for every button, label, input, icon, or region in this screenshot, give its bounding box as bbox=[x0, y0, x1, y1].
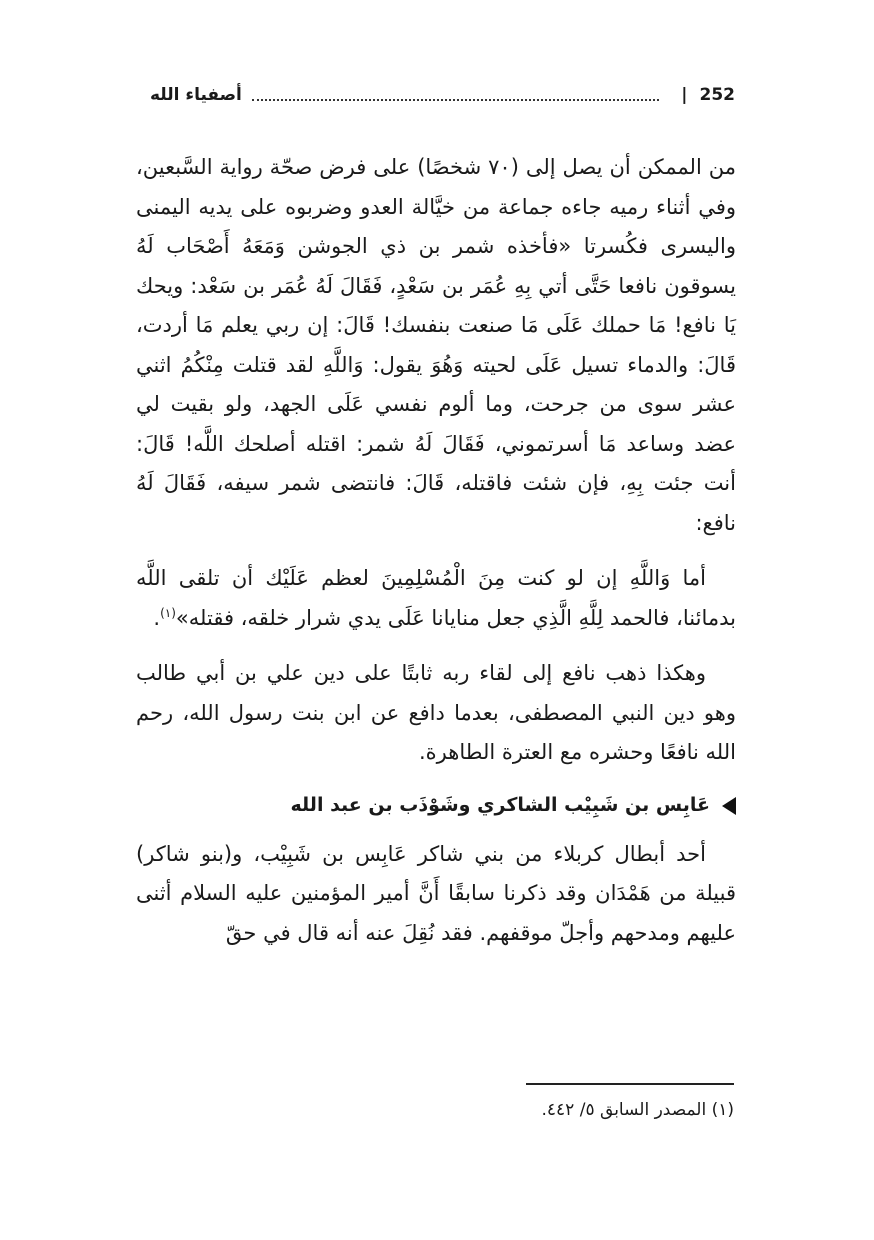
page-number: 252 bbox=[699, 85, 735, 105]
paragraph-3: وهكذا ذهب نافع إلى لقاء ربه ثابتًا على دين علي بن أبي طالب وهو دين النبي المصطفى، بعدما دافع عن ابن بنت رسول الله، رحم الله نافعًا وحشره مع العترة الطاهرة. bbox=[136, 661, 736, 764]
triangle-bullet-icon bbox=[722, 797, 736, 815]
footnote-reference: (١) bbox=[160, 605, 176, 620]
header-dot-leader bbox=[252, 99, 659, 101]
paragraph-2-text: أما وَاللَّهِ إن لو كنت مِنَ الْمُسْلِمِينَ لعظم عَلَيْك أن تلقى اللَّه بدمائنا، فالحمد لِلَّهِ الَّذِي جعل منايانا عَلَى يدي شرار خلقه، فقتله» bbox=[136, 566, 736, 630]
paragraph-2 bbox=[136, 559, 736, 638]
section-heading-text: عَابِس بن شَبِيْب الشاكري وشَوْذَب بن عبد الله bbox=[290, 793, 710, 816]
footnote: (١) المصدر السابق ٥/ ٤٤٢. bbox=[541, 1100, 734, 1120]
header-separator: | bbox=[681, 85, 688, 105]
book-title: أصفياء الله bbox=[150, 85, 242, 105]
footnote-divider bbox=[526, 1083, 734, 1085]
section-paragraph: أحد أبطال كربلاء من بني شاكر عَابِس بن شَبِيْب، و(بنو شاكر) قبيلة من هَمْدَان وقد ذكرنا سابقًا أَنَّ أمير المؤمنين عليه السلام أثنى عليهم ومدحهم وأجلّ موقفهم. فقد نُقِلَ عنه أنه قال في حقّ bbox=[136, 841, 736, 945]
section-heading bbox=[136, 789, 736, 823]
main-text bbox=[136, 148, 736, 969]
page-header bbox=[150, 78, 735, 112]
paragraph-1: من الممكن أن يصل إلى (٧٠ شخصًا) على فرض صحّة رواية السَّبعين، وفي أثناء رميه جاءه جماعة من خيَّالة العدو وضربوه على يديه اليمنى واليسرى فكُسرتا «فأخذه شمر بن ذي الجوشن وَمَعَهُ أَصْحَاب لَهُ يسوقون نافعا حَتَّى أتي بِهِ عُمَر بن سَعْدٍ، فَقَالَ لَهُ عُمَر بن سَعْد: ويحك يَا نافع! مَا حملك عَلَى مَا صنعت بنفسك! قَالَ: إن ربي يعلم مَا أردت، قَالَ: والدماء تسيل عَلَى لحيته وَهُوَ يقول: وَاللَّهِ لقد قتلت مِنْكُمُ اثني عشر سوى من جرحت، وما ألوم نفسي عَلَى الجهد، ولو بقيت لي عضد وساعد مَا أسرتموني، فَقَالَ لَهُ شمر: اقتله أصلحك اللَّه! قَالَ: أنت جئت بِهِ، فإن شئت فاقتله، قَالَ: فانتضى شمر سيفه، فَقَالَ لَهُ نافع: bbox=[136, 155, 736, 535]
paragraph-2-end: . bbox=[153, 605, 161, 630]
